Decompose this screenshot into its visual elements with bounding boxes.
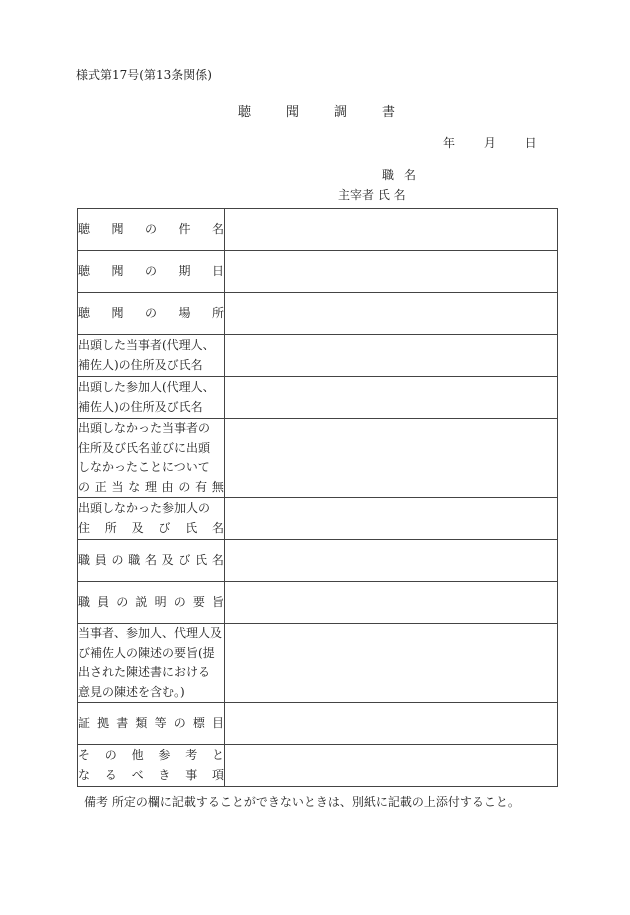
- row-value-field[interactable]: [225, 293, 558, 335]
- row-label: [78, 251, 225, 293]
- remarks-note: 備考 所定の欄に記載することができないときは、別紙に記載の上添付すること。: [84, 795, 520, 809]
- form-number: 様式第17号(第13条関係): [76, 68, 212, 82]
- table-row: [78, 540, 558, 582]
- row-value-field[interactable]: [225, 377, 558, 419]
- row-label: [78, 745, 225, 787]
- row-label-line: 職 員 の 職 名 及 び 氏 名: [78, 552, 224, 567]
- date-line: 年 月 日: [443, 136, 537, 150]
- row-label-line: 職 員 の 説 明 の 要 旨: [78, 594, 224, 609]
- table-body: [78, 209, 558, 787]
- row-label-line: な る べ き 事 項: [78, 767, 224, 782]
- table-row: [78, 251, 558, 293]
- row-value-field[interactable]: [225, 335, 558, 377]
- row-label: [78, 498, 225, 540]
- row-value-field[interactable]: [225, 624, 558, 703]
- row-value-field[interactable]: [225, 419, 558, 498]
- row-label-line: 当事者、参加人、代理人及: [78, 626, 223, 640]
- row-label-line: そ の 他 参 考 と: [78, 748, 224, 762]
- row-label: [78, 335, 225, 377]
- row-value-field[interactable]: [225, 251, 558, 293]
- row-label-line: 聴 聞 の 期 日: [78, 263, 224, 278]
- row-label-line: 聴 聞 の 件 名: [78, 221, 224, 236]
- row-label: [78, 582, 225, 624]
- row-label-line: 証 拠 書 類 等 の 標 目: [78, 715, 224, 730]
- chair-name-label: 主宰者 氏 名: [338, 188, 406, 202]
- table-row: [78, 498, 558, 540]
- table-row: [78, 335, 558, 377]
- row-label-line: 意見の陳述を含む。): [78, 684, 185, 699]
- row-label: [78, 209, 225, 251]
- row-label: [78, 419, 225, 498]
- table-row: [78, 624, 558, 703]
- row-label-line: 聴 聞 の 場 所: [78, 305, 224, 320]
- row-label: [78, 540, 225, 582]
- row-label-line: 出頭しなかった参加人の: [78, 501, 211, 515]
- row-label: [78, 293, 225, 335]
- table-row: [78, 209, 558, 251]
- job-title-label: 職名: [382, 168, 427, 182]
- row-value-field[interactable]: [225, 209, 558, 251]
- row-label: [78, 624, 225, 703]
- row-value-field[interactable]: [225, 498, 558, 540]
- row-label-line: しなかったことについて: [78, 460, 210, 474]
- row-label-line: 出頭した参加人(代理人、: [78, 380, 215, 394]
- row-label-line: び補佐人の陳述の要旨(提: [78, 645, 215, 660]
- row-label-line: 補佐人)の住所及び氏名: [78, 399, 203, 414]
- row-value-field[interactable]: [225, 703, 558, 745]
- row-label-line: 住 所 及 び 氏 名: [78, 520, 224, 535]
- table-row: [78, 745, 558, 787]
- document-title: 聴聞調書: [238, 105, 431, 120]
- table-row: [78, 703, 558, 745]
- row-label-line: 出頭しなかった当事者の: [78, 421, 211, 435]
- row-value-field[interactable]: [225, 540, 558, 582]
- row-label-line: 住所及び氏名並びに出頭: [78, 440, 211, 455]
- row-label-line: の 正 当 な 理 由 の 有 無: [78, 479, 224, 494]
- hearing-record-table: [77, 208, 558, 787]
- row-value-field[interactable]: [225, 582, 558, 624]
- table-row: [78, 582, 558, 624]
- row-label-line: 補佐人)の住所及び氏名: [78, 357, 203, 372]
- row-label-line: 出頭した当事者(代理人、: [78, 338, 215, 352]
- row-label: [78, 703, 225, 745]
- table-row: [78, 293, 558, 335]
- table-row: [78, 377, 558, 419]
- table-row: [78, 419, 558, 498]
- row-label-line: 出された陳述書における: [78, 665, 211, 679]
- row-value-field[interactable]: [225, 745, 558, 787]
- row-label: [78, 377, 225, 419]
